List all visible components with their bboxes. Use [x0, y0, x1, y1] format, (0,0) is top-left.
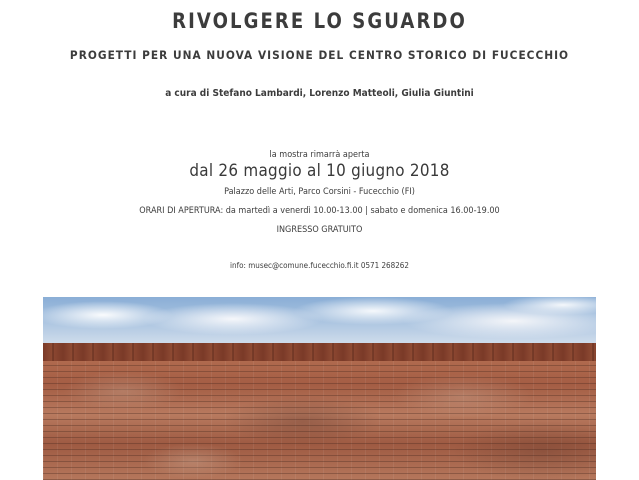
poster-title: RIVOLGERE LO SGUARDO: [172, 9, 467, 33]
open-note: la mostra rimarrà aperta: [269, 150, 370, 160]
exhibition-dates: dal 26 maggio al 10 giugno 2018: [189, 161, 450, 180]
curators-line: a cura di Stefano Lambardi, Lorenzo Matteoli, Giulia Giuntini: [165, 88, 474, 99]
wall-coping: [43, 343, 596, 361]
admission-note: INGRESSO GRATUITO: [276, 225, 363, 235]
brick-wall-photo: [43, 297, 596, 480]
sky-area: [43, 297, 596, 349]
contact-info: info: musec@comune.fucecchio.fi.it 0571 268262: [230, 261, 409, 270]
brick-texture-overlay: [43, 361, 596, 480]
poster-subtitle: PROGETTI PER UNA NUOVA VISIONE DEL CENTRO STORICO DI FUCECCHIO: [69, 48, 570, 62]
venue-line: Palazzo delle Arti, Parco Corsini - Fucecchio (FI): [224, 187, 415, 197]
opening-hours: ORARI DI APERTURA: da martedì a venerdì 10.00-13.00 | sabato e domenica 16.00-19.00: [139, 206, 500, 216]
